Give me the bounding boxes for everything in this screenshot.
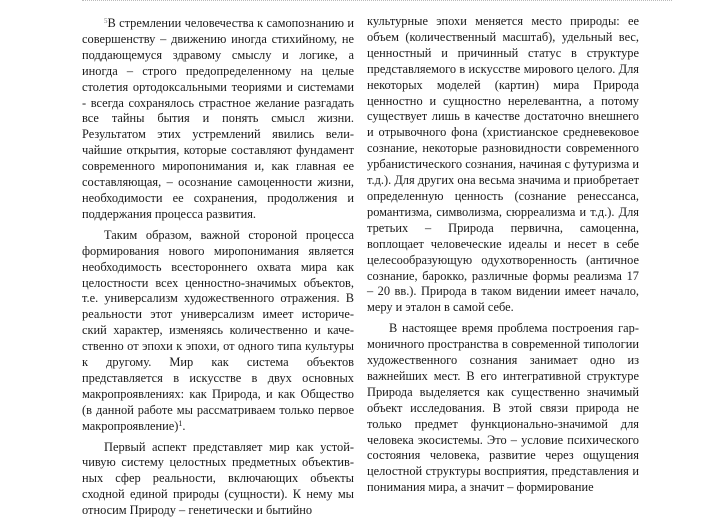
- paragraph-end: .: [182, 418, 186, 433]
- right-text-column: [367, 14, 639, 496]
- paragraph: [82, 440, 354, 519]
- paragraph: [367, 14, 639, 316]
- paragraph-text: культурные эпохи меняется место природы: ее объем (количественный масштаб), удельный вес, ценностный и причинный статус в структуре представляемого в искусстве мирового целого. Для некоторых моделей (картин) мира Природа ценностно и сущностно нерелевантна, а потому существует лишь в качестве достаточно внешнего и отрывочного фона (христианское средневековое сознание, некоторые разновидности современного урбанистического сознания, начиная с футуризма и т.д.). Для других она весьма значима и приобретает определенную ценность (сознание ренессанса, романтизма, символизма, сюрреализма и т.д.). Для третьих – Природа первична, самоценна, воплощает человеческие идеалы и несет в себе целесообразующую одухотворенность (античное сознание, барокко, различные формы реализма 17 – 20 вв.). Природа в таком видении имеет начало, меру и эталон в самой себе.: [367, 14, 639, 315]
- page-mark: 5: [104, 17, 108, 25]
- left-text-column: [82, 14, 354, 519]
- paragraph-text: В стремлении человечества к самопознанию и совершенству – движению иногда стихийному, не поддающемуся здравому смыслу и логике, а иногда – строго предопределенному на целые столетия ортодоксальными теориями и системами - всегда сохранялось страстное желание разгадать все тайны бытия и понять смысл жизни. Результатом этих устремлений явились величайшие открытия, которые составляют фундамент современного миропонимания и, как главная ее составляющая, – осознание самоценности жизни, необходимости ее сохранения, продолжения и поддержания процесса развития.: [82, 16, 354, 221]
- paragraph: [82, 228, 354, 435]
- footnote-reference[interactable]: 1: [178, 418, 183, 428]
- paragraph-text: Первый аспект представляет мир как устойчивую систему целостных предметных объективных сфер реальности, включающих объекты сходной единой природы (сущности). К нему мы относим Природу – генетически и бытийно: [82, 439, 354, 518]
- paragraph: [82, 14, 354, 223]
- paragraph-text: В настоящее время проблема построения гармоничного пространства в современной типологии художественного сознания занимает одно из важнейших мест. В его интегративной структуре Природа выделяется как существенно значимый объект исследования. В этой связи природа не только предмет функционально-значимой для человека экосистемы. Это – условие психического состояния человека, развитие через ощущения целостной структуры восприятия, представления и понимания мира, а значит – формирование: [367, 321, 639, 495]
- paragraph-text: Таким образом, важной стороной процесса формирования нового миропонимания является необходимость всестороннего охвата мира как целостности всех ценностно-значимых объектов, т.е. универсализм художественного отражения. В реальности этот универсализм имеет исторический характер, изменяясь количественно и качественно от эпохи к эпохи, от одного типа культуры к другому. Мир как система объектов представляется в искусстве в двух основных макропроявлениях: как Природа, и как Общество (в данной работе мы рассматриваем только первое макропроявление): [82, 227, 354, 433]
- running-header-rule: [82, 0, 672, 4]
